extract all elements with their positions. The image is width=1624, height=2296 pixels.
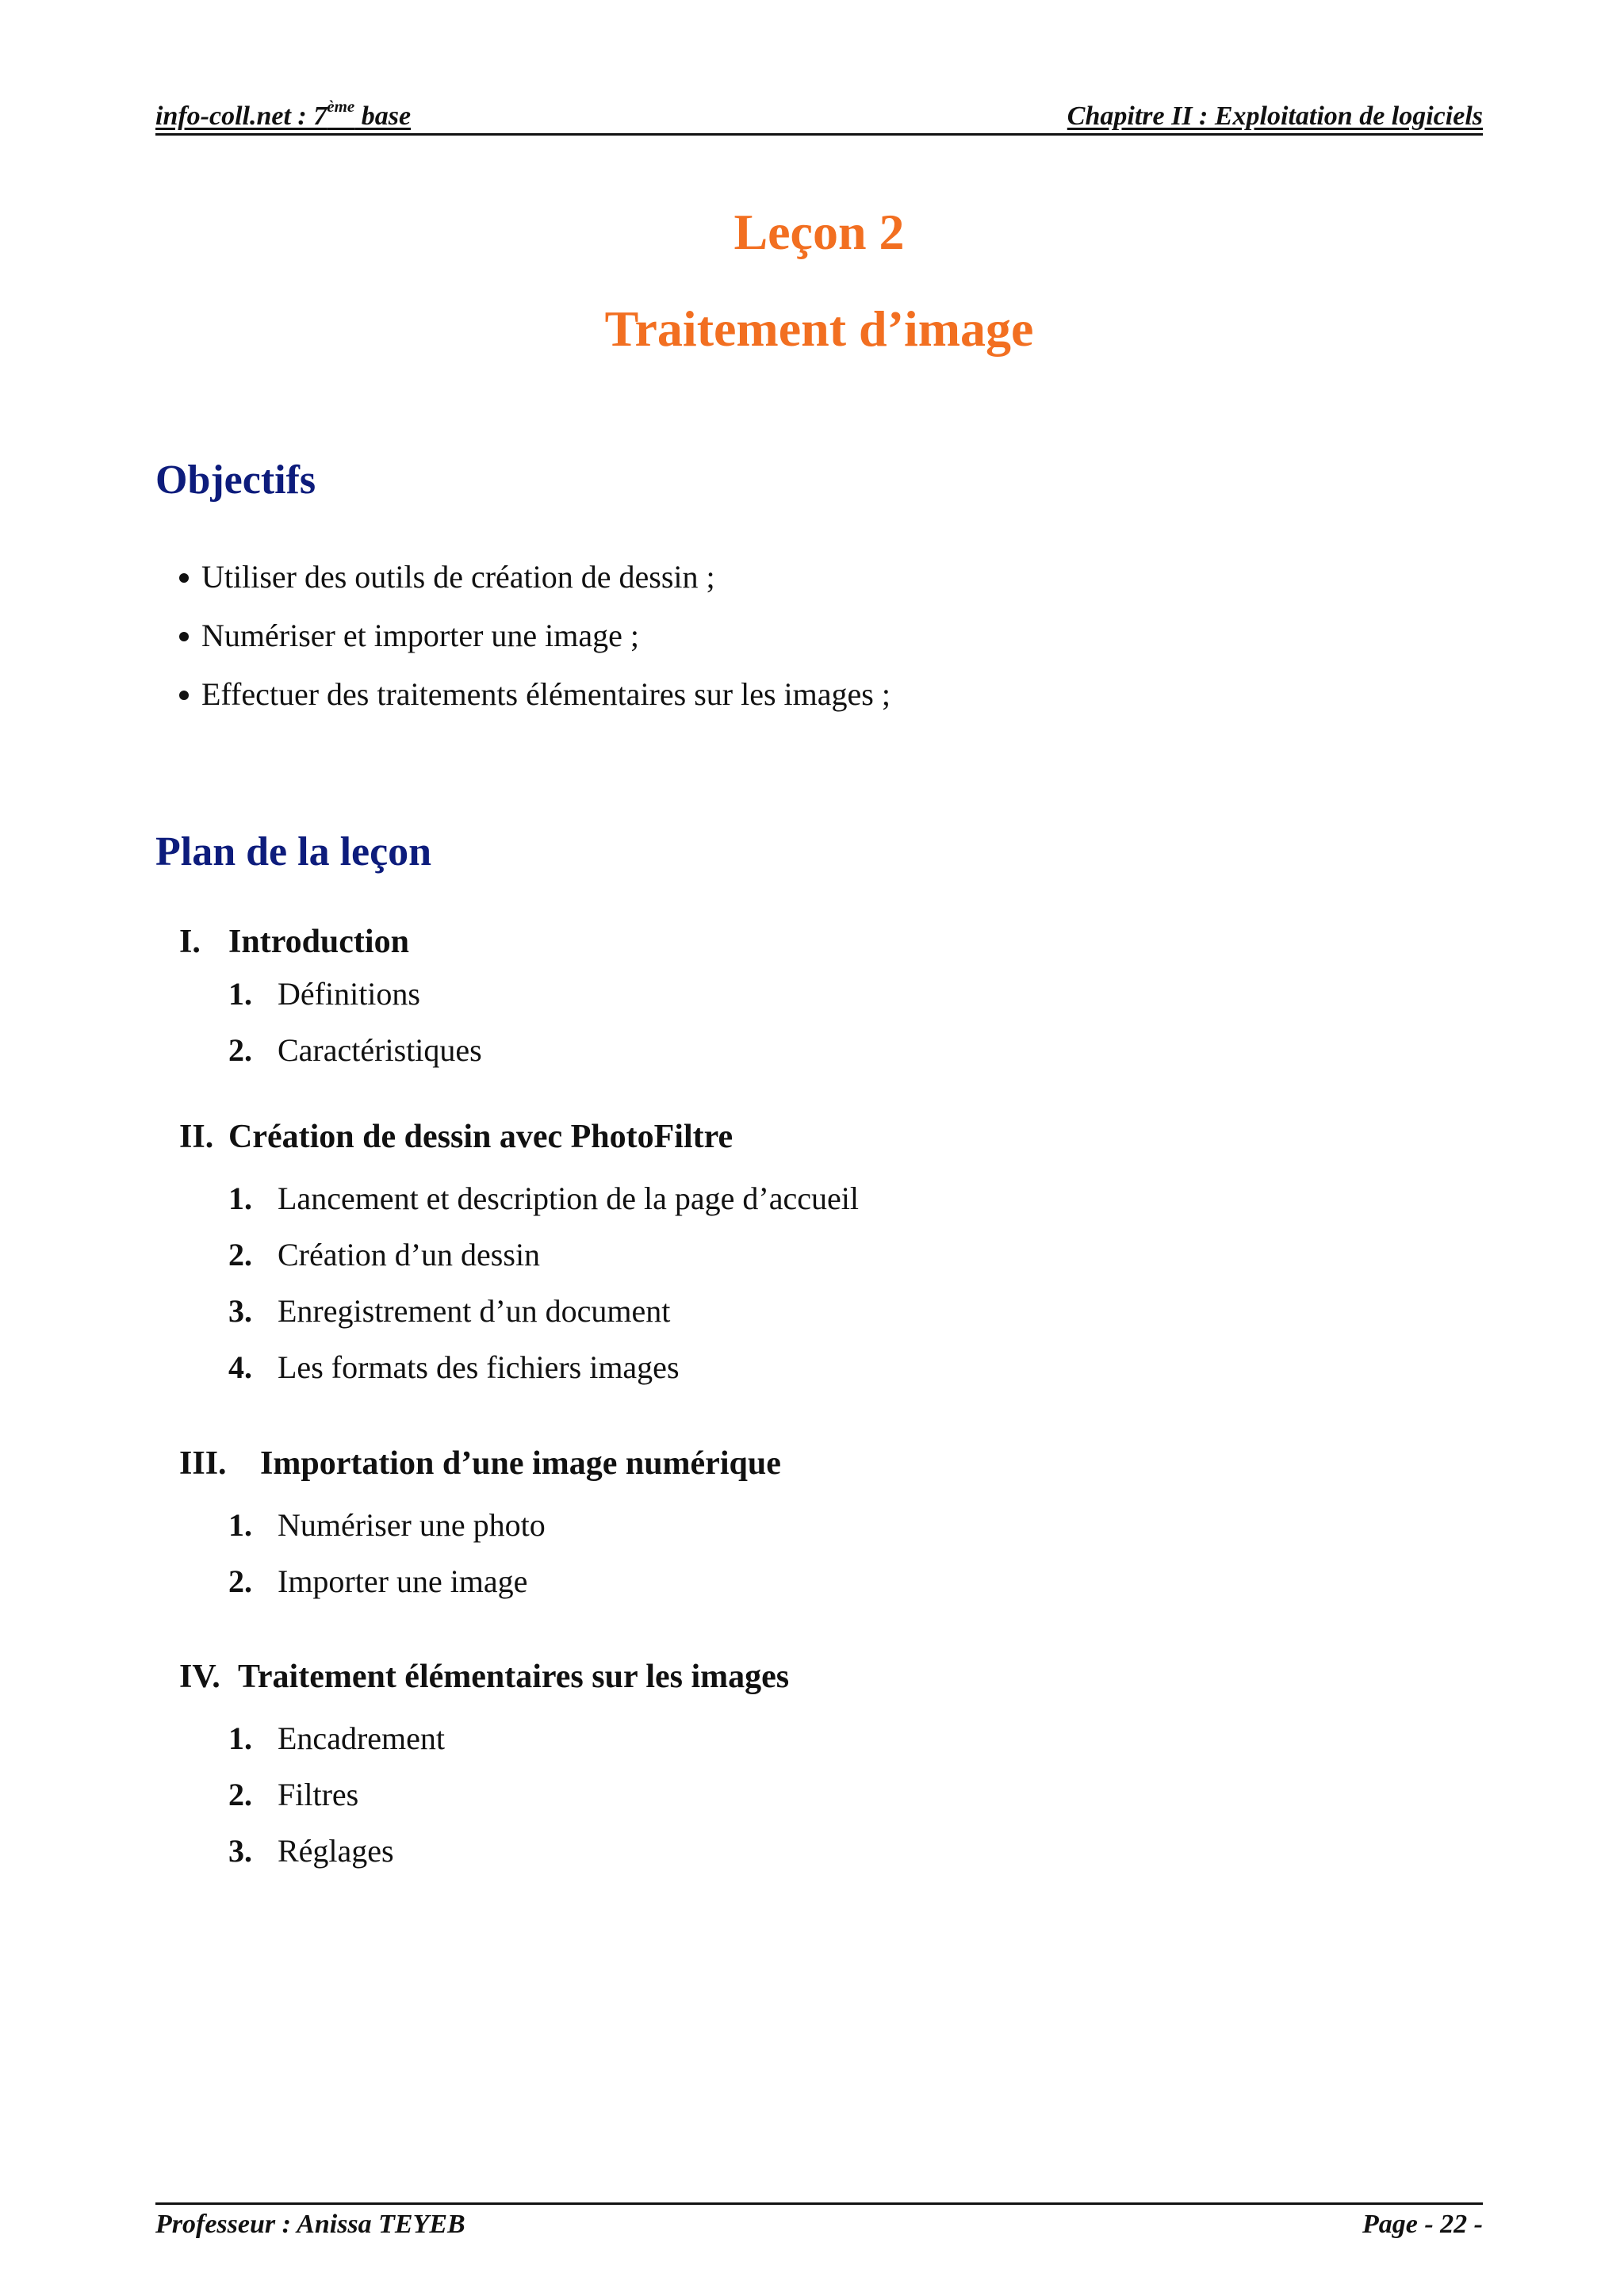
- sub-item: [228, 1170, 859, 1226]
- sub-item-label: Réglages: [278, 1833, 394, 1869]
- sub-item-label: Numériser une photo: [278, 1507, 546, 1543]
- sub-item: [228, 1823, 789, 1879]
- sub-item-number: 2.: [228, 1237, 252, 1272]
- sub-list: [228, 1170, 859, 1395]
- footer-page-number: Page - 22 -: [1362, 2210, 1483, 2239]
- sub-item-number: 2.: [228, 1563, 252, 1599]
- header-chapter: Chapitre II : Exploitation de logiciels: [1067, 101, 1483, 131]
- sub-item: [228, 1339, 859, 1395]
- sub-item: [228, 1283, 859, 1339]
- section-number: IV.: [179, 1659, 220, 1695]
- sub-item-label: Caractéristiques: [278, 1032, 482, 1068]
- section-number: II.: [179, 1119, 214, 1155]
- objective-item: [179, 547, 891, 606]
- page-header: [155, 95, 1483, 136]
- sub-item-label: Définitions: [278, 976, 420, 1012]
- sub-item: [228, 1710, 789, 1766]
- sub-item-label: Enregistrement d’un document: [278, 1293, 671, 1329]
- sub-item: [228, 1226, 859, 1283]
- sub-item: [228, 1497, 781, 1553]
- section-title: Création de dessin avec PhotoFiltre: [228, 1119, 733, 1155]
- header-superscript: ème: [327, 97, 355, 116]
- sub-item: [228, 966, 482, 1022]
- sub-item: [228, 1022, 482, 1078]
- sub-item-number: 1.: [228, 1181, 252, 1216]
- plan-section-importation: [179, 1440, 781, 1609]
- sub-item-label: Lancement et description de la page d’accueil: [278, 1181, 859, 1216]
- lesson-title: Leçon 2: [733, 204, 905, 260]
- plan-section-traitement: [179, 1653, 789, 1879]
- sub-item-number: 1.: [228, 976, 252, 1012]
- sub-item: [228, 1766, 789, 1823]
- plan-section-creation: [179, 1113, 859, 1395]
- sub-item-label: Création d’un dessin: [278, 1237, 541, 1272]
- section-number: I.: [179, 924, 201, 960]
- sub-item-number: 4.: [228, 1349, 252, 1385]
- objective-text: Effectuer des traitements élémentaires sur les images ;: [201, 675, 891, 712]
- sub-item-number: 3.: [228, 1833, 252, 1869]
- objective-text: Numériser et importer une image ;: [201, 617, 640, 653]
- objective-item: [179, 664, 891, 723]
- bullet-icon: [179, 691, 189, 700]
- plan-section-title: [179, 918, 482, 966]
- sub-item: [228, 1553, 781, 1609]
- plan-heading: Plan de la leçon: [155, 829, 432, 874]
- bullet-icon: [179, 573, 189, 583]
- plan-section-title: [179, 1440, 781, 1487]
- header-site: info-coll.net : 7: [155, 101, 327, 131]
- bullet-icon: [179, 632, 189, 641]
- sub-item-label: Les formats des fichiers images: [278, 1349, 680, 1385]
- objectives-heading: Objectifs: [155, 457, 316, 503]
- sub-list: [228, 1710, 789, 1879]
- section-title: Traitement élémentaires sur les images: [238, 1659, 790, 1695]
- section-title: Introduction: [228, 924, 409, 960]
- sub-list: [228, 1497, 781, 1609]
- sub-item-number: 2.: [228, 1032, 252, 1068]
- plan-section-title: [179, 1653, 789, 1701]
- lesson-subject: Traitement d’image: [604, 300, 1034, 357]
- sub-item-label: Filtres: [278, 1777, 359, 1812]
- header-level: base: [354, 101, 412, 131]
- objective-text: Utiliser des outils de création de dessin ;: [201, 558, 715, 595]
- sub-item-label: Encadrement: [278, 1720, 445, 1756]
- sub-item-label: Importer une image: [278, 1563, 528, 1599]
- plan-section-introduction: [179, 918, 482, 1078]
- sub-item-number: 1.: [228, 1720, 252, 1756]
- plan-section-title: [179, 1113, 859, 1161]
- section-number: III.: [179, 1445, 227, 1482]
- sub-item-number: 1.: [228, 1507, 252, 1543]
- sub-item-number: 2.: [228, 1777, 252, 1812]
- objective-item: [179, 606, 891, 664]
- sub-list: [228, 966, 482, 1078]
- page-footer: [155, 2202, 1483, 2240]
- section-title: Importation d’une image numérique: [260, 1445, 781, 1482]
- header-site-level: [155, 97, 412, 133]
- objectives-list: [179, 547, 891, 723]
- footer-author: Professeur : Anissa TEYEB: [155, 2210, 465, 2239]
- sub-item-number: 3.: [228, 1293, 252, 1329]
